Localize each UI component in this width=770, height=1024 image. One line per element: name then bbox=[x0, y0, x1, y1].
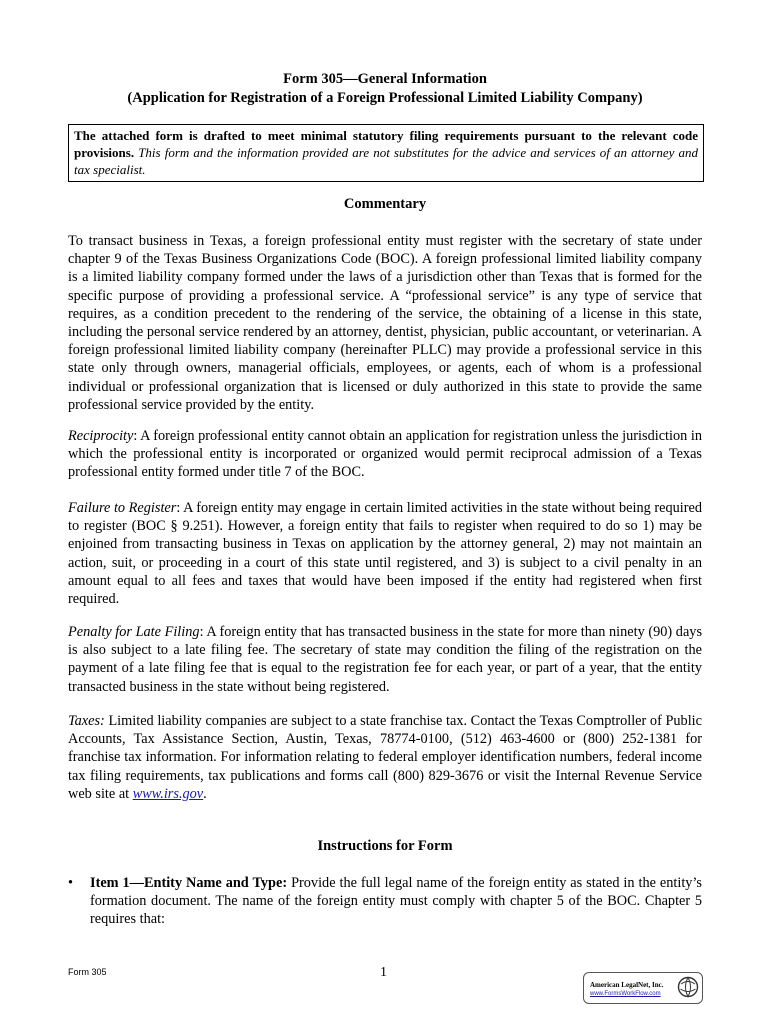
brand-url[interactable]: www.FormsWorkFlow.com bbox=[590, 991, 661, 997]
item1-text: Provide the full legal name of the foreign entity as stated in the entity’s formation document. The name of the foreign entity must comply with chapter 5 of the BOC. Chapter 5 requires that: bbox=[90, 875, 702, 928]
item1-label: Item 1—Entity Name and Type: bbox=[90, 875, 288, 891]
globe-icon bbox=[677, 976, 699, 998]
brand-logo[interactable] bbox=[583, 972, 703, 1004]
notice-bold-text: The attached form is drafted to meet minimal statutory filing requirements pursuant to the relevant code provisions. bbox=[74, 128, 698, 160]
taxes-paragraph bbox=[68, 712, 702, 803]
bullet-marker: • bbox=[68, 875, 74, 891]
page-title bbox=[0, 70, 770, 108]
reciprocity-label: Reciprocity bbox=[68, 428, 134, 444]
reciprocity-text: : A foreign professional entity cannot obtain an application for registration unless the jurisdiction in which the professional entity is incorporated or organized would permit reciprocal admission of a Texas professional entity formed under title 7 of the BOC. bbox=[68, 428, 702, 481]
reciprocity-paragraph bbox=[68, 427, 702, 482]
failure-to-register-paragraph bbox=[68, 499, 702, 608]
title-line-1: Form 305—General Information bbox=[283, 71, 487, 87]
commentary-heading: Commentary bbox=[343, 196, 427, 212]
penalty-label: Penalty for Late Filing bbox=[68, 624, 200, 640]
brand-name: American LegalNet, Inc. bbox=[590, 981, 664, 989]
title-line-2: (Application for Registration of a Foreign Professional Limited Liability Company) bbox=[127, 90, 643, 106]
irs-link[interactable]: www.irs.gov bbox=[132, 785, 204, 802]
instructions-heading: Instructions for Form bbox=[317, 838, 453, 854]
commentary-intro-paragraph: To transact business in Texas, a foreign professional entity must register with the secretary of state under chapter 9 of the Texas Business Organizations Code (BOC). A foreign professional limited liability company is a limited liability company formed under the laws of a jurisdiction other than Texas that is formed for the specific purpose of providing a professional service. A “professional service” is any type of service that requires, as a condition precedent to the rendering of the service, the obtaining of a license in this state, including the personal service rendered by an attorney, dentist, physician, public accountant, or veterinarian. A foreign professional limited liability company (hereinafter PLLC) may provide a professional service in this state only through owners, managerial officials, employees, or agents, each of whom is a professional individual or professional organization that is licensed or duly authorized in this state to provide the same professional service provided by the entity. bbox=[68, 233, 702, 413]
item1-text-block bbox=[90, 874, 702, 929]
taxes-text: Limited liability companies are subject to a state franchise tax. Contact the Texas Comptroller of Public Accounts, Tax Assistance Section, Austin, Texas, 78774-0100, (512) 463-4600 or (800) 252-1381 for franchise tax information. For information relating to federal employer identification numbers, federal income tax filing requirements, tax publications and forms call (800) 829-3676 or visit the Internal Revenue Service web site at bbox=[68, 713, 702, 802]
penalty-paragraph bbox=[68, 623, 702, 696]
failure-label: Failure to Register bbox=[68, 500, 177, 516]
list-item bbox=[68, 874, 702, 929]
failure-text: : A foreign entity may engage in certain limited activities in the state without being required to register (BOC § 9.251). However, a foreign entity that fails to register when required to do so 1) may be enjoined from transacting business in Texas on application by the attorney general, 2) may not maintain an action, suit, or proceeding in a court of this state until registered, and 3) is subject to a civil penalty in an amount equal to all fees and taxes that would have been imposed if the entity had registered when first required. bbox=[68, 500, 702, 608]
taxes-label: Taxes: bbox=[68, 713, 105, 729]
penalty-text: : A foreign entity that has transacted business in the state for more than ninety (90) days is also subject to a late filing fee. The secretary of state may condition the filing of the registration on the payment of a late filing fee that is equal to the registration fee for each year, or part of a year, that the entity transacted business in the state without being registered. bbox=[68, 624, 703, 695]
taxes-end: . bbox=[203, 785, 207, 802]
footer-form-label: Form 305 bbox=[68, 967, 107, 977]
notice-box bbox=[68, 124, 704, 182]
footer-page-number: 1 bbox=[380, 965, 387, 980]
notice-italic-text: This form and the information provided are not substitutes for the advice and services of an attorney and tax specialist. bbox=[74, 145, 698, 177]
